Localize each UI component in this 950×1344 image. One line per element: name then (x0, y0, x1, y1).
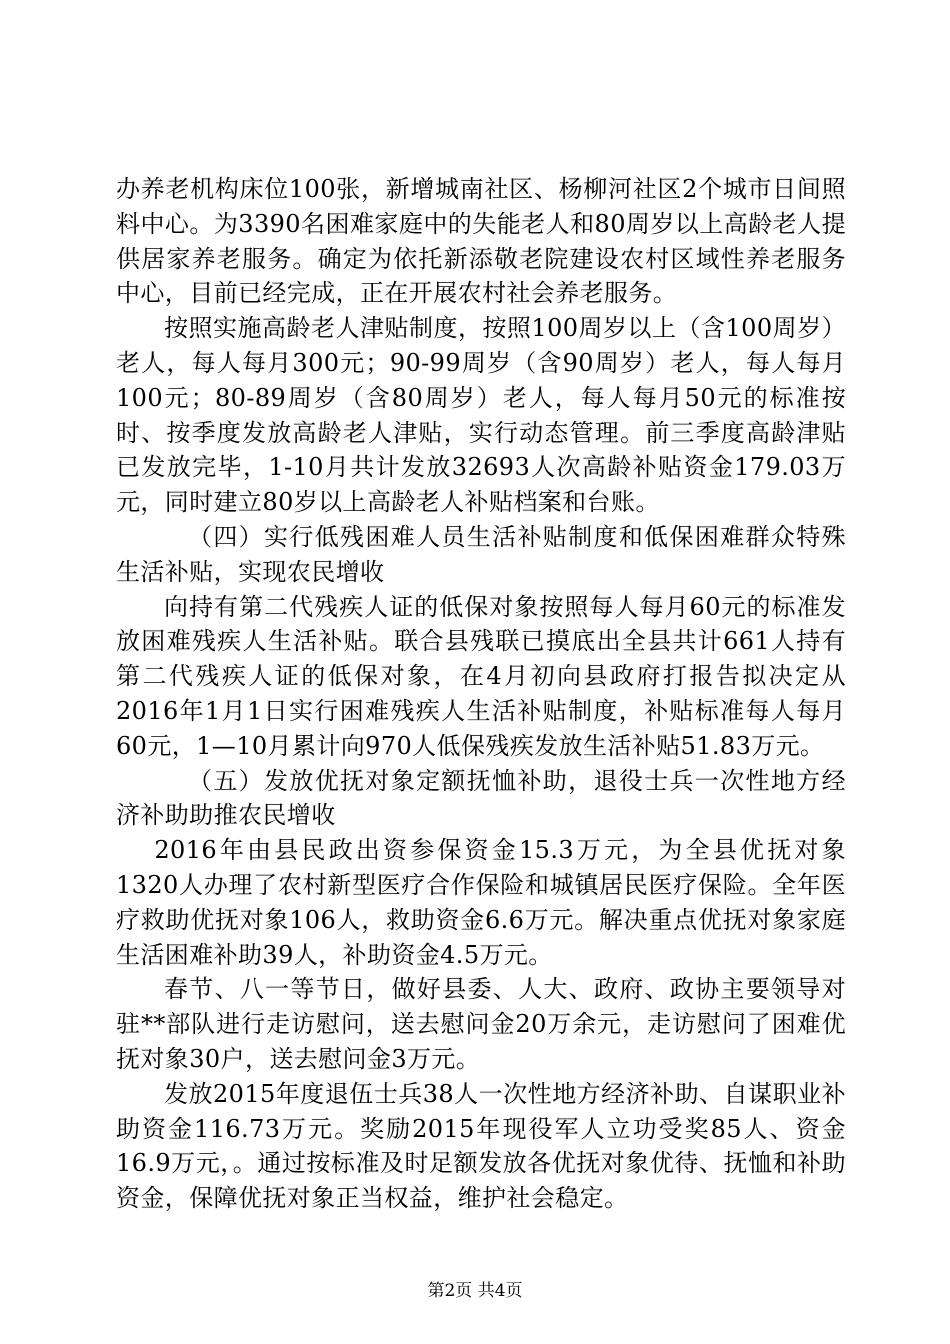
paragraph-senior-allowance: 按照实施高龄老人津贴制度，按照100周岁以上（含100周岁）老人，每人每月300元；90-99周岁（含90周岁）老人，每人每月100元；80-89周岁（含80周岁）老人，每人每月50元的标准按时、按季度发放高龄老人津贴，实行动态管理。前三季度高龄津贴已发放完毕，1-10月共计发放32693人次高龄补贴资金179.03万元，同时建立80岁以上高龄老人补贴档案和台账。 (116, 314, 846, 517)
page-number-footer: 第2页 共4页 (427, 1281, 523, 1301)
document-body (116, 172, 846, 1216)
paragraph-elderly-care-facilities: 办养老机构床位100张，新增城南社区、杨柳河社区2个城市日间照料中心。为3390名困难家庭中的失能老人和80周岁以上高龄老人提供居家养老服务。确定为依托新添敬老院建设农村区域性养老服务中心，目前已经完成，正在开展农村社会养老服务。 (116, 175, 846, 308)
section-heading-veteran-subsidy: （五）发放优抚对象定额抚恤补助，退役士兵一次性地方经济补助助推农民增收 (116, 766, 846, 830)
paragraph-veteran-payments: 发放2015年度退伍士兵38人一次性地方经济补助、自谋职业补助资金116.73万元。奖励2015年现役军人立功受奖85人、资金16.9万元，。通过按标准及时足额发放各优抚对象优待、抚恤和补助资金，保障优抚对象正当权益，维护社会稳定。 (116, 1079, 846, 1213)
section-heading-disability-subsidy: （四）实行低残困难人员生活补贴制度和低保困难群众特殊生活补贴，实现农民增收 (116, 522, 846, 586)
paragraph-holiday-visits: 春节、八一等节日，做好县委、人大、政府、政协主要领导对驻**部队进行走访慰问，送去慰问金20万余元，走访慰问了困难优抚对象30户，送去慰问金3万元。 (116, 975, 846, 1073)
paragraph-disability-subsidy: 向持有第二代残疾人证的低保对象按照每人每月60元的标准发放困难残疾人生活补贴。联合县残联已摸底出全县共计661人持有第二代残疾人证的低保对象，在4月初向县政府打报告拟决定从2016年1月1日实行困难残疾人生活补贴制度，补贴标准每人每月60元，1—10月累计向970人低保残疾发放生活补贴51.83万元。 (116, 592, 846, 760)
paragraph-medical-insurance: 2016年由县民政出资参保资金15.3万元，为全县优抚对象1320人办理了农村新型医疗合作保险和城镇居民医疗保险。全年医疗救助优抚对象106人，救助资金6.6万元。解决重点优抚对象家庭生活困难补助39人，补助资金4.5万元。 (116, 836, 846, 969)
